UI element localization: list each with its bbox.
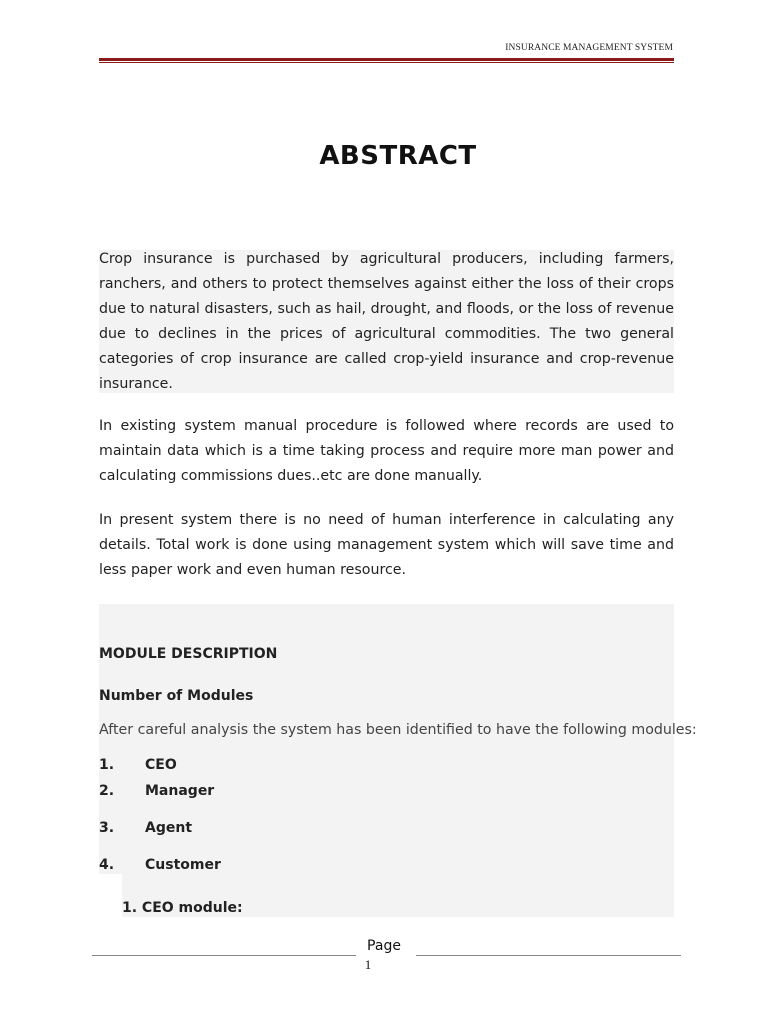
ceo-module-heading: 1. CEO module: — [122, 900, 243, 916]
footer-rule-right — [416, 955, 681, 956]
paragraph-existing-system: In existing system manual procedure is followed where records are used to maintain data which is a time taking process and require more man power and calculating commissions dues..etc are done manually. — [99, 418, 674, 484]
module-item-ceo — [99, 757, 177, 773]
sub-heading: Number of Modules — [99, 688, 254, 704]
paragraph-present-system: In present system there is no need of human interference in calculating any details. Total work is done using management system which will save time and less paper work and even human resource. — [99, 512, 674, 578]
module-number: 1. — [99, 757, 115, 773]
module-item-agent — [99, 820, 192, 836]
module-item-manager — [99, 783, 214, 799]
section-heading: MODULE DESCRIPTION — [99, 646, 278, 662]
paragraph-crop-insurance: Crop insurance is purchased by agricultural producers, including farmers, ranchers, and others to protect themselves against either the loss of their crops due to natural disasters, such as hail, drought, and floods, or the loss of revenue due to declines in the prices of agricultural commodities. The two general categories of crop insurance are called crop-yield insurance and crop-revenue insurance. — [99, 251, 674, 392]
modules-intro: After careful analysis the system has been identified to have the following modules: — [99, 722, 697, 738]
footer-page-label: Page — [367, 938, 401, 954]
header-title: INSURANCE MANAGEMENT SYSTEM — [505, 43, 673, 53]
module-label: Customer — [145, 857, 221, 873]
module-label: Agent — [145, 820, 193, 836]
module-number: 2. — [99, 783, 115, 799]
module-item-customer — [99, 857, 221, 873]
module-label: Manager — [145, 783, 215, 799]
module-number: 4. — [99, 857, 115, 873]
header-rule — [99, 58, 674, 61]
header-rule-thin — [99, 62, 674, 63]
module-label: CEO — [145, 757, 177, 773]
page-title: ABSTRACT — [319, 141, 477, 171]
module-number: 3. — [99, 820, 115, 836]
footer-page-number: 1 — [364, 957, 372, 972]
footer-rule-left — [92, 955, 356, 956]
